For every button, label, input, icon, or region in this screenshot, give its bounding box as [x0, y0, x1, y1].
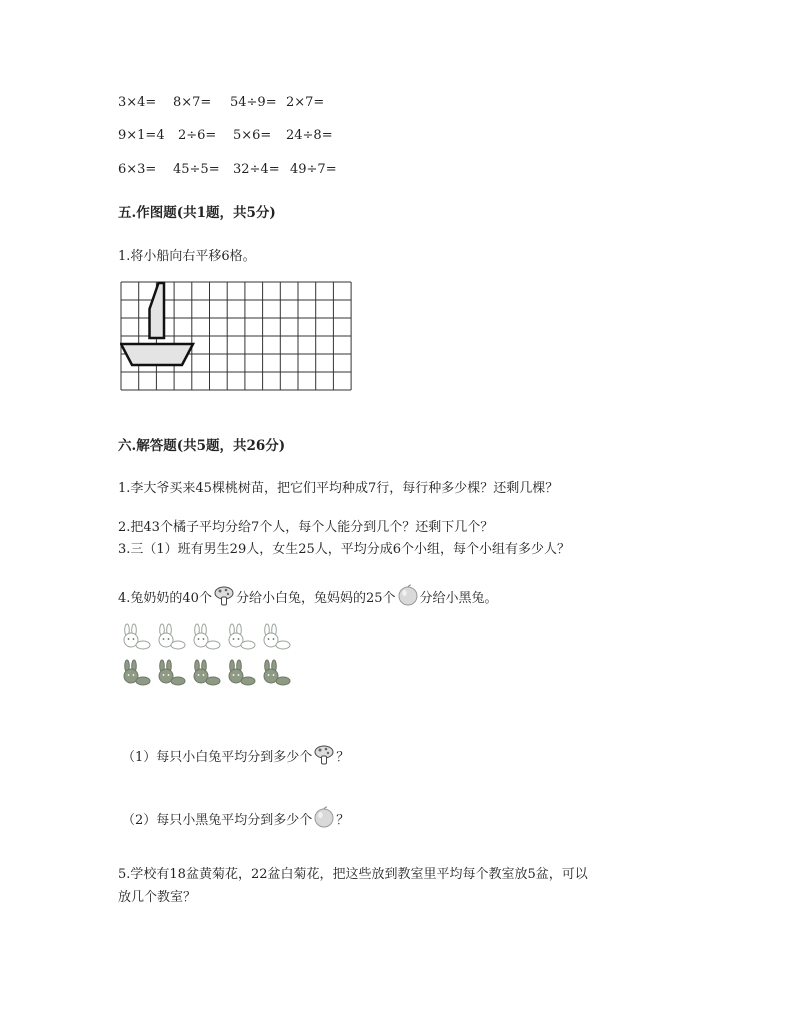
equation: 54÷9= — [230, 95, 277, 110]
rabbits-illustration — [120, 622, 300, 698]
apple-icon — [313, 806, 335, 832]
q4-text-b: 分给小白兔，兔妈妈的25个 — [235, 591, 396, 606]
q4-sub1-mark: ？ — [336, 750, 350, 765]
rabbits-svg — [120, 622, 300, 694]
equation: 9×1=4 — [118, 128, 165, 143]
equation: 24÷8= — [286, 128, 333, 143]
section-6-question-5-line-2: 放几个教室？ — [118, 890, 197, 905]
black-rabbit-icon — [194, 660, 220, 685]
white-rabbit-icon — [264, 624, 290, 649]
black-rabbit-icon — [264, 660, 290, 685]
equation: 2×7= — [286, 95, 325, 110]
equation: 6×3= — [118, 162, 157, 177]
q4-text-c: 分给小黑兔。 — [419, 591, 498, 606]
black-rabbit-icon — [229, 660, 255, 685]
black-rabbit-icon — [124, 660, 150, 685]
white-rabbit-icon — [194, 624, 220, 649]
section-6-question-3: 3.三（1）班有男生29人，女生25人，平均分成6个小组，每个小组有多少人？ — [118, 542, 571, 557]
apple-icon — [397, 584, 419, 610]
equation: 8×7= — [173, 95, 212, 110]
equation: 2÷6= — [178, 128, 217, 143]
section-6-question-1: 1.李大爷买来45棵桃树苗，把它们平均种成7行，每行种多少棵？还剩几棵？ — [118, 481, 559, 496]
section-5-question-1: 1.将小船向右平移6格。 — [118, 249, 256, 264]
boat-grid — [120, 281, 354, 395]
boat-sail — [150, 283, 165, 338]
white-rabbit-icon — [159, 624, 185, 649]
equation: 3×4= — [118, 95, 157, 110]
black-rabbit-icon — [159, 660, 185, 685]
section-6-question-4 — [118, 584, 498, 610]
section-5-heading: 五.作图题(共1题，共5分) — [118, 205, 276, 221]
q4-sub2-mark: ？ — [336, 813, 350, 828]
mushroom-icon — [213, 586, 235, 610]
equation: 5×6= — [233, 128, 272, 143]
white-rabbit-icon — [124, 624, 150, 649]
equation: 45÷5= — [173, 162, 220, 177]
q4-sub-question-2 — [122, 806, 349, 832]
section-6-question-5-line-1: 5.学校有18盆黄菊花，22盆白菊花，把这些放到教室里平均每个教室放5盆，可以 — [118, 867, 588, 882]
equation: 49÷7= — [290, 162, 337, 177]
white-rabbit-icon — [229, 624, 255, 649]
boat-hull — [121, 344, 193, 365]
section-6-question-2: 2.把43个橘子平均分给7个人，每个人能分到几个？还剩下几个？ — [118, 520, 494, 535]
q4-sub2-text: （2）每只小黑兔平均分到多少个 — [122, 813, 313, 828]
q4-text-a: 4.兔奶奶的40个 — [118, 591, 212, 606]
section-6-heading: 六.解答题(共5题，共26分) — [118, 438, 286, 454]
grid-svg — [120, 281, 354, 391]
q4-sub-question-1 — [122, 745, 349, 769]
mushroom-icon — [313, 745, 335, 769]
q4-sub1-text: （1）每只小白兔平均分到多少个 — [122, 750, 313, 765]
equation: 32÷4= — [233, 162, 280, 177]
